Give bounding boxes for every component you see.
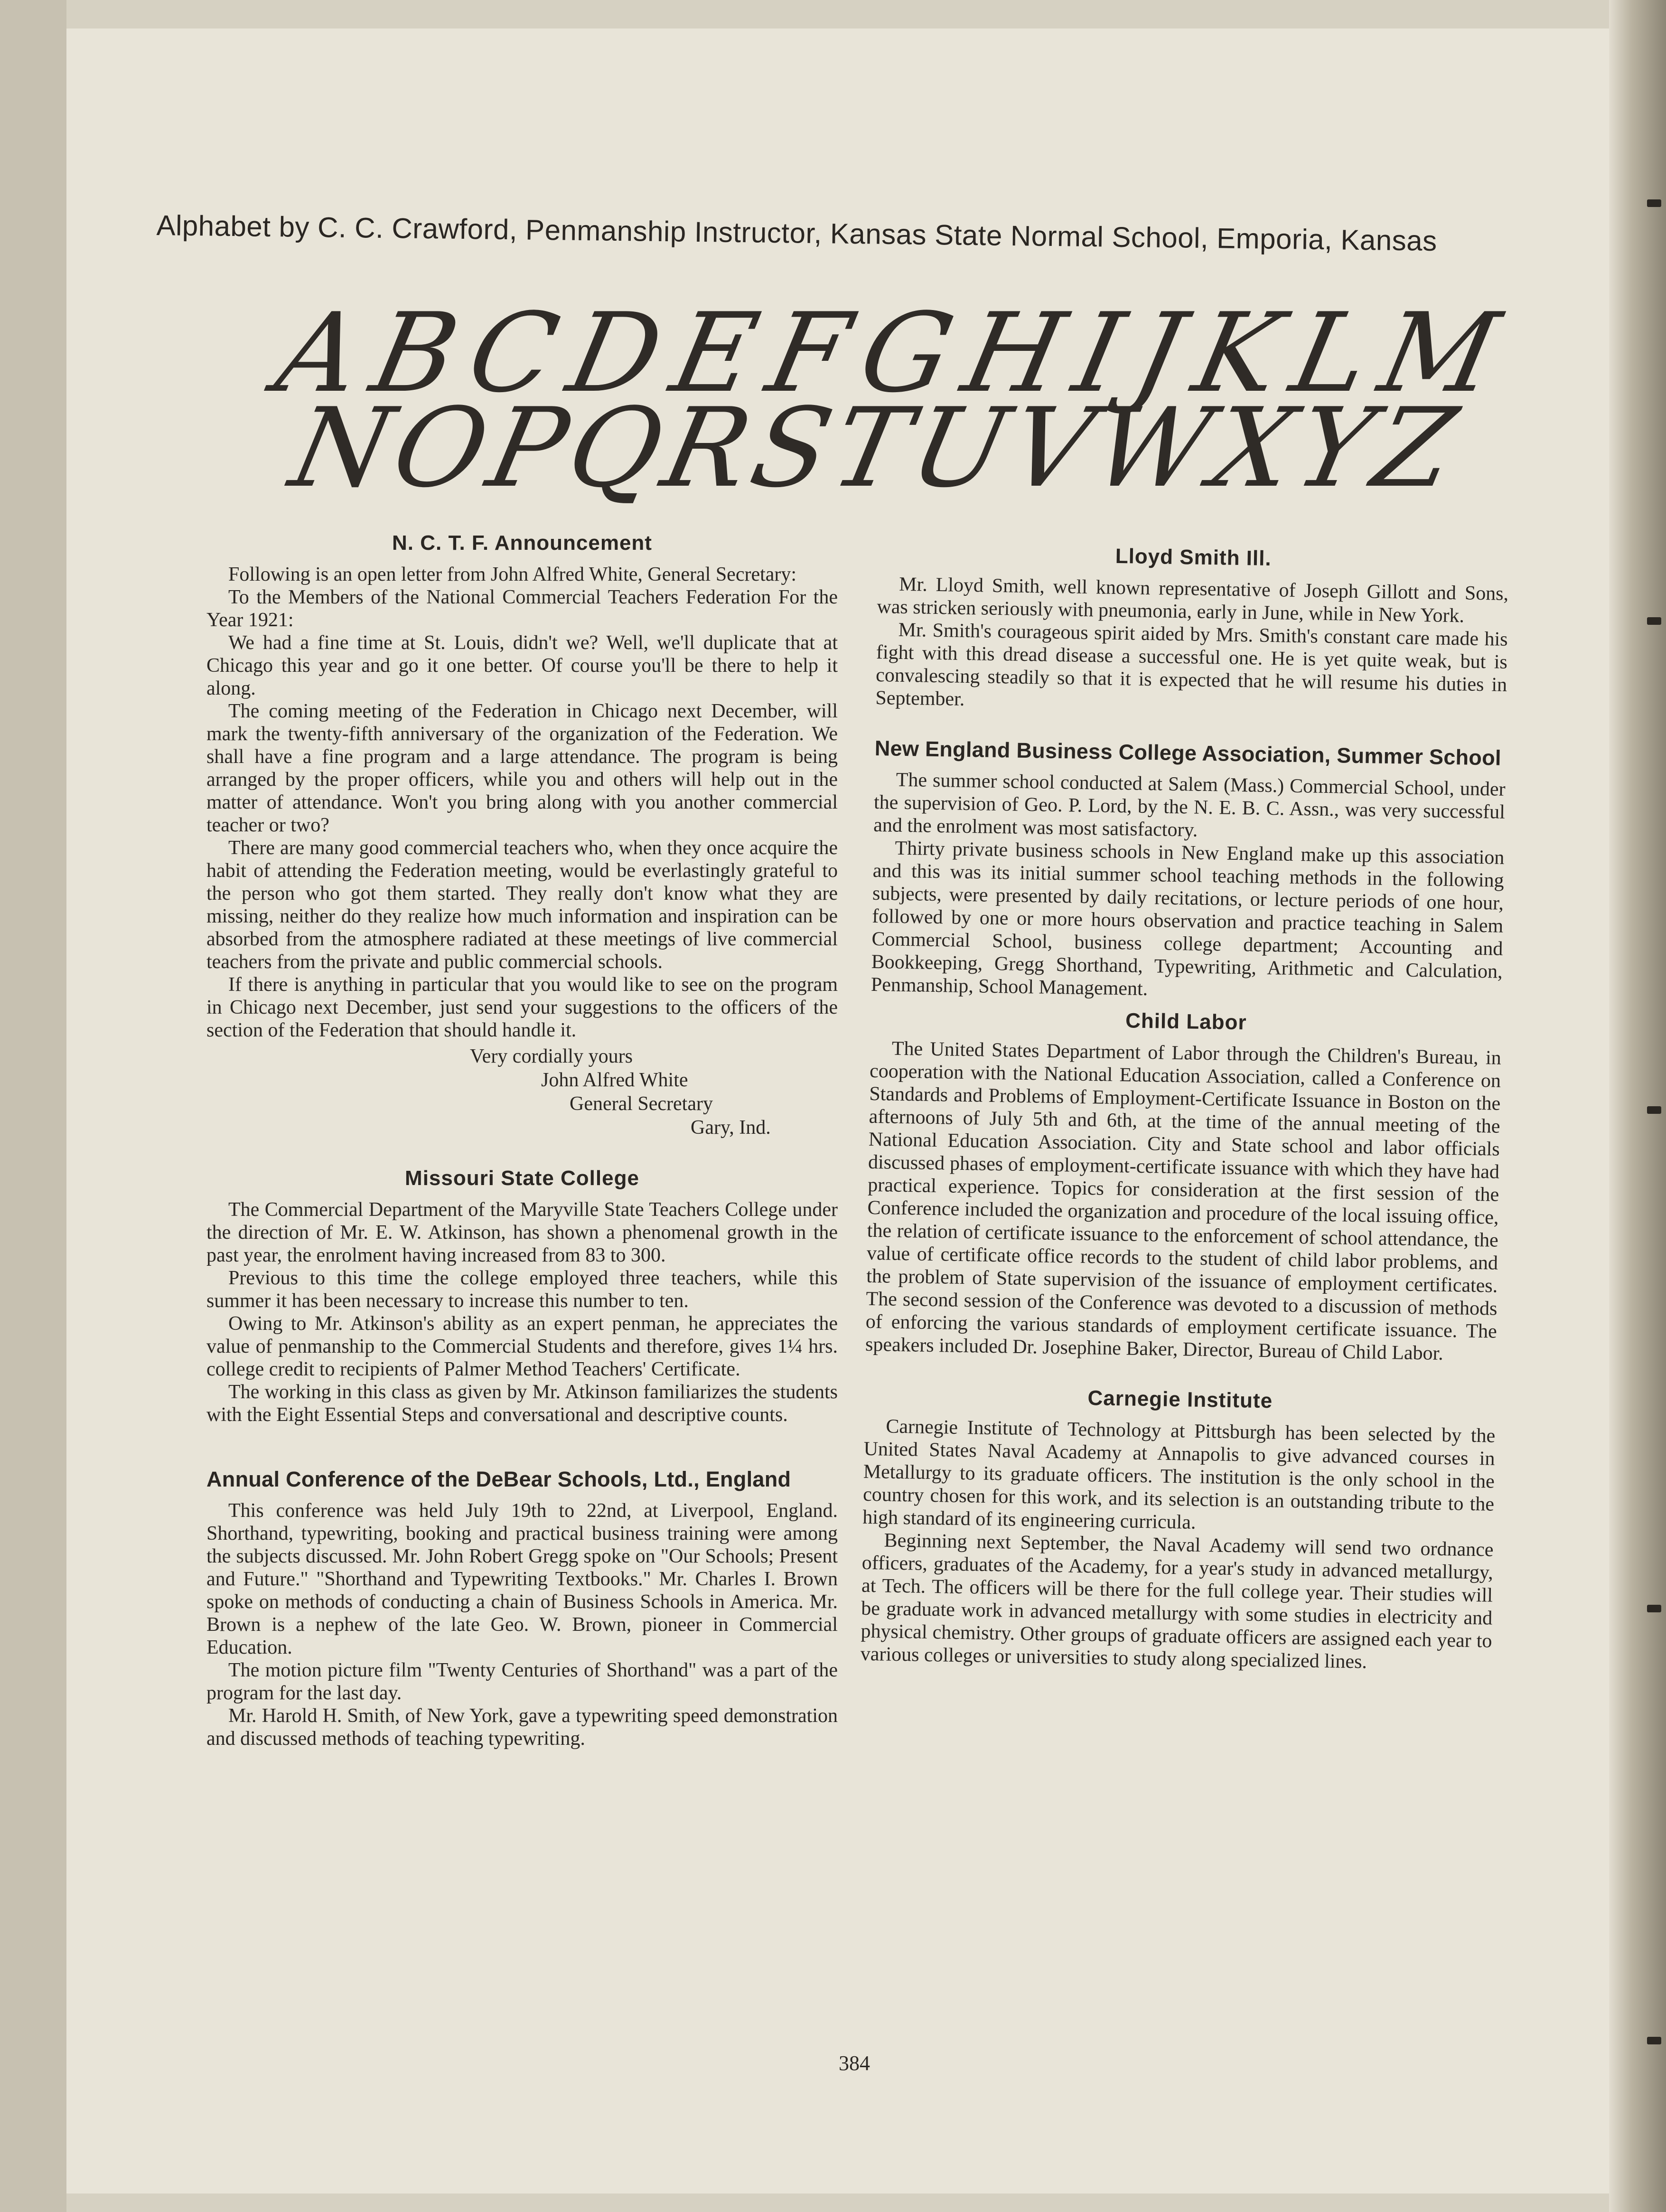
article-paragraph: The United States Department of Labor through the Children's Bureau, in cooperation with the National Education Association, called a Conference on Standards and Problems of Employment-Certificate Issuance in Boston on the afternoons of July 5th and 6th, at the time of the annual meeting of the National Education Association. City and State school and labor officials discussed phases of employment-certificate issuance with which they have had practical experience. Topics for consideration at the first session of the Conference included the organization and procedure of the local issuing office, the relation of certificate issuance to the enforcement of school attendance, the value of certificate office records to the student of child labor problems, and the problem of State supervision of the issuance of employment certificates. The second session of the Conference was devoted to a discussion of methods of enforcing the various standards of employment certificate issuance. The speakers included Dr. Josephine Baker, Director, Bureau of Child Labor. (865, 1037, 1502, 1365)
letter-signer-title: General Secretary (570, 1093, 713, 1115)
script-letter: V (998, 385, 1104, 512)
binding-mark (1647, 199, 1661, 207)
letter-signer-place: Gary, Ind. (691, 1117, 771, 1139)
script-letter: K (1183, 290, 1292, 417)
binding-mark (1647, 1106, 1661, 1114)
right-column (860, 532, 1509, 1675)
article-paragraph: The summer school conducted at Salem (Mass.) Commercial School, under the supervision of Geo. P. Lord, by the N. E. B. C. Assn., was very successful and the enrolment was most satisfactory. (873, 769, 1506, 841)
script-letter: T (822, 385, 922, 512)
article-paragraph: Thirty private business schools in New England make up this association and this was its initial summer school teaching methods in the following subjects, were presented by daily recitations, or lecture periods of one hour, followed by one or more hours observation and practice teaching in Salem Commercial School, business college department; Accounting and Bookkeeping, Gregg Shorthand, Typewriting, Arithmetic and Calculation, Penmanship, School Management. (870, 837, 1505, 1000)
article-paragraph: To the Members of the National Commercial Teachers Federation For the Year 1921: (206, 586, 838, 631)
article-paragraph: Following is an open letter from John Alfred White, General Secretary: (228, 564, 797, 585)
script-letter: S (740, 385, 843, 512)
article-paragraph: Carnegie Institute of Technology at Pittsburgh has been selected by the United States Naval Academy at Annapolis to give advanced courses in Metallurgy to its graduate officers. The institution is the only school in the country chosen for this work, and its selection is an outstanding tribute to the high standard of its engineering curricula. (862, 1415, 1496, 1534)
article-paragraph: This conference was held July 19th to 22nd, at Liverpool, England. Shorthand, typewriting, booking and practical business training were among the subjects discussed. Mr. John Robert Gregg spoke on "Our Schools; Present and Future." "Shorthand and Typewriting Textbooks." Mr. Charles I. Brown spoke on methods of conducting a chain of Business Schools in America. Mr. Brown is a nephew of the late Geo. W. Brown, pioneer in Commercial Education. (206, 1500, 838, 1658)
script-letter: I (1064, 290, 1134, 417)
page-number: 384 (839, 2052, 870, 2075)
article-paragraph: Mr. Smith's courageous spirit aided by Mrs. Smith's constant care made his fight with this dread disease a successful one. He is yet quite weak, but is convalescing steadily so that it is expected that he will resume his duties in September. (875, 619, 1508, 710)
script-letter: L (1281, 290, 1381, 417)
letter-closing: Very cordially yours (470, 1045, 633, 1067)
carnegie-heading: Carnegie Institute (1087, 1386, 1273, 1413)
article-paragraph: Beginning next September, the Naval Academy will send two ordnance officers, graduates of the Academy, for a year's study in advanced metallurgy, at Tech. The officers will be there for the full college year. Their studies will be graduate work in advanced metallurgy with some studies in electricity and physical chemistry. Other groups of graduate officers are assigned each year to various colleges or universities to study along specialized lines. (860, 1529, 1494, 1673)
article-paragraph: We had a fine time at St. Louis, didn't we? Well, we'll duplicate that at Chicago this year and go it one better. Of course you'll be there to help it along. (206, 632, 838, 699)
article-paragraph: Owing to Mr. Atkinson's ability as an expert penman, he appreciates the value of penmanship to the Commercial Students and therefore, gives 1¼ hrs. college credit to recipients of Palmer Method Teachers' Certificate. (206, 1313, 838, 1380)
script-letter: W (1083, 385, 1223, 512)
article-paragraph: Mr. Lloyd Smith, well known representative of Joseph Gillott and Sons, was stricken seriously with pneumonia, early in June, while in New York. (877, 573, 1509, 627)
script-letter: R (653, 385, 762, 512)
script-letter: D (558, 290, 673, 417)
script-letter: B (361, 290, 469, 417)
article-paragraph: The coming meeting of the Federation in Chicago next December, will mark the twenty-fifth anniversary of the organization of the Federation. We shall have a fine program and a large attendance. The program is being arranged by the proper officers, while you and others will help out in the matter of attendance. Won't you bring along with you another commercial teacher or two? (206, 700, 838, 836)
binding-mark (1647, 2037, 1661, 2044)
article-paragraph: The motion picture film "Twenty Centuries of Shorthand" was a part of the program for the last day. (206, 1659, 838, 1704)
article-paragraph: Previous to this time the college employed three teachers, while this summer it has been necessary to increase this number to ten. (206, 1267, 838, 1312)
script-letter: C (458, 290, 569, 417)
article-paragraph: The working in this class as given by Mr. Atkinson familiarizes the students with the Eight Essential Steps and conversational and descriptive counts. (206, 1381, 838, 1426)
debear-heading: Annual Conference of the DeBear Schools, Ltd., England (206, 1467, 791, 1491)
childlabor-heading: Child Labor (1125, 1009, 1247, 1035)
script-alphabet-row-2 (281, 385, 1466, 512)
script-letter: E (661, 290, 768, 417)
missouri-heading: Missouri State College (405, 1167, 639, 1190)
script-letter: Z (1363, 385, 1466, 512)
script-letter: H (953, 290, 1075, 417)
script-letter: N (281, 385, 403, 512)
script-letter: Y (1285, 385, 1384, 512)
script-letter: X (1201, 385, 1306, 512)
book-spine (1609, 0, 1666, 2212)
script-letter: J (1123, 290, 1195, 417)
alphabet-title: Alphabet by C. C. Crawford, Penmanship Instructor, Kansas State Normal School, Emporia, Kansas (156, 209, 1438, 257)
binding-mark (1647, 1605, 1661, 1612)
article-paragraph: If there is anything in particular that you would like to see on the program in Chicago next December, just send your suggestions to the officers of the section of the Federation that should handle it. (206, 974, 838, 1041)
script-letter: A (266, 290, 373, 417)
lloyd-heading: Lloyd Smith Ill. (1115, 544, 1272, 571)
script-letter: Q (557, 385, 674, 512)
script-letter: F (757, 290, 861, 417)
article-paragraph: The Commercial Department of the Maryville State Teachers College under the direction of Mr. E. W. Atkinson, has shown a phenomenal growth in the past year, the enrolment having increased from 83 to 300. (206, 1199, 838, 1266)
script-letter: U (900, 385, 1020, 512)
letter-signoff (206, 1045, 838, 1139)
article-paragraph: Mr. Harold H. Smith, of New York, gave a typewriting speed demonstration and discussed methods of teaching typewriting. (206, 1705, 838, 1750)
newengland-heading: New England Business College Association, Summer School (874, 735, 1502, 770)
script-letter: M (1370, 290, 1509, 417)
script-letter: O (382, 385, 499, 512)
letter-signer: John Alfred White (541, 1069, 688, 1091)
article-paragraph: There are many good commercial teachers who, when they once acquire the habit of attending the Federation meeting, would be everlastingly grateful to the person who got them started. They really don't know what they are missing, neither do they realize how much information and inspiration can be absorbed from the atmosphere radiated at these meetings of live commercial teachers from the private and public commercial schools. (206, 837, 838, 973)
nctf-heading: N. C. T. F. Announcement (392, 531, 652, 555)
left-column (206, 532, 838, 1750)
script-letter: P (477, 385, 579, 512)
binding-mark (1647, 617, 1661, 625)
script-letter: G (849, 290, 964, 417)
scan-background (0, 0, 66, 2212)
